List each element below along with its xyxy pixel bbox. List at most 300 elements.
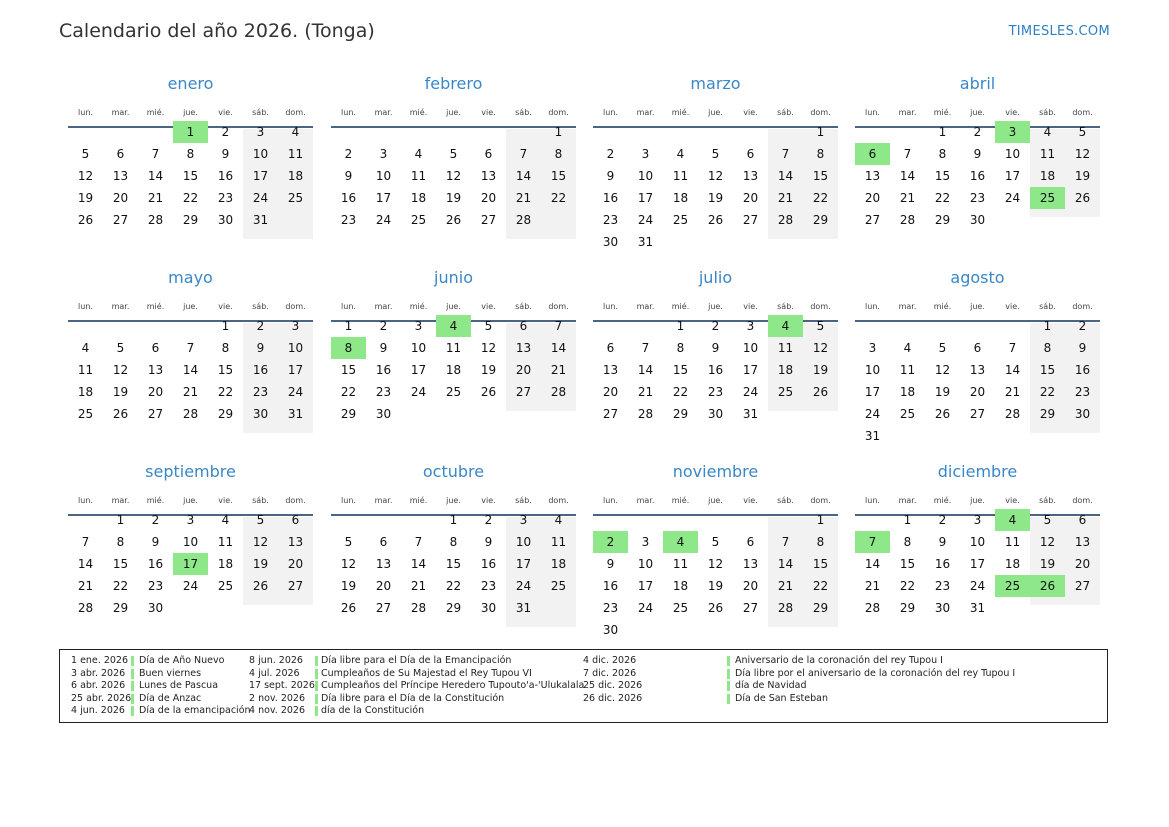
day-cell: 28	[550, 385, 567, 399]
day-cell: 7	[186, 341, 195, 355]
day-cell: 29	[112, 601, 129, 615]
day-cell: 20	[602, 385, 619, 399]
day-cell: 15	[812, 169, 829, 183]
day-cell: 9	[1078, 341, 1087, 355]
weekday-label: lun.	[603, 496, 618, 505]
day-cell: 25	[445, 385, 462, 399]
holiday-day-cell: 4	[768, 315, 803, 337]
holiday-day-cell: 6	[855, 143, 890, 165]
day-cell: 17	[742, 363, 759, 377]
day-cell: 22	[934, 191, 951, 205]
day-cell: 11	[287, 147, 304, 161]
weekday-label: sáb.	[515, 496, 532, 505]
day-cell: 3	[379, 147, 388, 161]
legend-color-marker	[315, 694, 318, 704]
month-marzo	[593, 76, 838, 266]
day-cell: 19	[77, 191, 94, 205]
day-cell: 15	[182, 169, 199, 183]
day-cell: 1	[903, 513, 912, 527]
day-cell: 16	[707, 363, 724, 377]
day-cell: 10	[637, 557, 654, 571]
day-cell: 23	[252, 385, 269, 399]
day-cell: 24	[864, 407, 881, 421]
weekday-label: sáb.	[252, 108, 269, 117]
weekday-label: jue.	[183, 108, 198, 117]
day-cell: 3	[186, 513, 195, 527]
day-cell: 23	[602, 601, 619, 615]
month-name: junio	[434, 268, 473, 287]
day-cell: 3	[414, 319, 423, 333]
day-cell: 10	[864, 363, 881, 377]
day-cell: 3	[641, 535, 650, 549]
day-cell: 5	[344, 535, 353, 549]
legend-color-marker	[315, 669, 318, 679]
day-cell: 7	[554, 319, 563, 333]
day-cell: 27	[742, 213, 759, 227]
day-cell: 12	[1074, 147, 1091, 161]
day-cell: 22	[550, 191, 567, 205]
month-name: agosto	[950, 268, 1005, 287]
day-cell: 4	[903, 341, 912, 355]
weekday-label: lun.	[78, 496, 93, 505]
day-cell: 7	[1008, 341, 1017, 355]
weekday-label: mar.	[898, 108, 917, 117]
legend-holiday-name: día de Navidad	[735, 680, 807, 692]
header-rule	[593, 514, 838, 516]
day-cell: 24	[252, 191, 269, 205]
day-cell: 14	[637, 363, 654, 377]
day-cell: 16	[602, 579, 619, 593]
day-cell: 24	[742, 385, 759, 399]
weekday-label: mié.	[146, 108, 165, 117]
day-cell: 25	[410, 213, 427, 227]
weekday-label: mar.	[111, 496, 130, 505]
weekday-label: mar.	[898, 496, 917, 505]
day-cell: 29	[672, 407, 689, 421]
weekday-label: dom.	[810, 496, 831, 505]
day-cell: 9	[256, 341, 265, 355]
legend-color-marker	[727, 694, 730, 704]
day-cell: 1	[449, 513, 458, 527]
day-cell: 12	[340, 557, 357, 571]
day-cell: 17	[637, 579, 654, 593]
day-cell: 10	[969, 535, 986, 549]
month-octubre	[331, 464, 576, 654]
legend-date: 25 dic. 2026	[583, 680, 643, 692]
day-cell: 17	[1004, 169, 1021, 183]
legend-date: 6 abr. 2026	[71, 680, 126, 692]
day-cell: 19	[707, 579, 724, 593]
day-cell: 6	[379, 535, 388, 549]
day-cell: 12	[707, 557, 724, 571]
day-cell: 5	[81, 147, 90, 161]
day-cell: 30	[480, 601, 497, 615]
day-cell: 17	[969, 557, 986, 571]
weekday-label: lun.	[341, 496, 356, 505]
day-cell: 9	[151, 535, 160, 549]
day-cell: 18	[287, 169, 304, 183]
day-cell: 30	[1074, 407, 1091, 421]
day-cell: 22	[812, 191, 829, 205]
day-cell: 4	[81, 341, 90, 355]
day-cell: 3	[746, 319, 755, 333]
holiday-day-cell: 25	[1030, 187, 1065, 209]
day-cell: 6	[1078, 513, 1087, 527]
month-noviembre	[593, 464, 838, 654]
day-cell: 24	[1004, 191, 1021, 205]
day-cell: 8	[449, 535, 458, 549]
day-cell: 26	[707, 213, 724, 227]
day-cell: 19	[340, 579, 357, 593]
weekday-label: vie.	[481, 496, 496, 505]
weekday-label: dom.	[285, 302, 306, 311]
day-cell: 11	[672, 169, 689, 183]
holiday-day-cell: 4	[663, 531, 698, 553]
weekday-label: vie.	[1005, 302, 1020, 311]
day-cell: 3	[973, 513, 982, 527]
day-cell: 27	[742, 601, 759, 615]
day-cell: 30	[602, 623, 619, 637]
day-cell: 21	[777, 191, 794, 205]
weekday-label: vie.	[218, 496, 233, 505]
weekday-label: dom.	[548, 302, 569, 311]
day-cell: 31	[742, 407, 759, 421]
day-cell: 30	[252, 407, 269, 421]
legend-date: 4 jul. 2026	[249, 667, 300, 679]
legend-color-marker	[315, 681, 318, 691]
weekday-label: mié.	[933, 496, 952, 505]
day-cell: 10	[375, 169, 392, 183]
day-cell: 20	[864, 191, 881, 205]
day-cell: 27	[515, 385, 532, 399]
month-name: noviembre	[672, 462, 759, 481]
legend-holiday-name: Lunes de Pascua	[139, 680, 219, 692]
day-cell: 21	[182, 385, 199, 399]
day-cell: 31	[969, 601, 986, 615]
day-cell: 29	[217, 407, 234, 421]
day-cell: 23	[217, 191, 234, 205]
holiday-day-cell: 8	[331, 337, 366, 359]
day-cell: 28	[410, 601, 427, 615]
day-cell: 16	[375, 363, 392, 377]
day-cell: 30	[969, 213, 986, 227]
day-cell: 23	[934, 579, 951, 593]
day-cell: 26	[340, 601, 357, 615]
day-cell: 12	[445, 169, 462, 183]
holiday-legend	[59, 649, 1108, 723]
legend-holiday-name: día de la Constitución	[321, 705, 425, 717]
weekday-label: sáb.	[1039, 108, 1056, 117]
day-cell: 1	[1043, 319, 1052, 333]
day-cell: 24	[410, 385, 427, 399]
day-cell: 14	[182, 363, 199, 377]
day-cell: 12	[77, 169, 94, 183]
day-cell: 31	[252, 213, 269, 227]
day-cell: 31	[637, 235, 654, 249]
day-cell: 12	[480, 341, 497, 355]
day-cell: 4	[1043, 125, 1052, 139]
day-cell: 14	[864, 557, 881, 571]
day-cell: 2	[1078, 319, 1087, 333]
day-cell: 30	[375, 407, 392, 421]
day-cell: 31	[287, 407, 304, 421]
day-cell: 12	[252, 535, 269, 549]
legend-color-marker	[315, 656, 318, 666]
day-cell: 31	[515, 601, 532, 615]
day-cell: 1	[221, 319, 230, 333]
day-cell: 10	[287, 341, 304, 355]
legend-date: 3 abr. 2026	[71, 667, 126, 679]
holiday-day-cell: 4	[995, 509, 1030, 531]
month-junio	[331, 270, 576, 460]
day-cell: 20	[969, 385, 986, 399]
weekday-label: lun.	[603, 302, 618, 311]
weekday-label: dom.	[548, 496, 569, 505]
day-cell: 2	[344, 147, 353, 161]
weekday-label: lun.	[865, 496, 880, 505]
day-cell: 6	[746, 147, 755, 161]
day-cell: 16	[147, 557, 164, 571]
weekday-label: sáb.	[252, 496, 269, 505]
day-cell: 4	[676, 147, 685, 161]
day-cell: 2	[973, 125, 982, 139]
day-cell: 20	[1074, 557, 1091, 571]
day-cell: 18	[672, 579, 689, 593]
day-cell: 19	[445, 191, 462, 205]
day-cell: 7	[519, 147, 528, 161]
day-cell: 5	[256, 513, 265, 527]
day-cell: 29	[340, 407, 357, 421]
weekday-label: mié.	[671, 108, 690, 117]
month-abril	[855, 76, 1100, 266]
day-cell: 26	[934, 407, 951, 421]
day-cell: 16	[969, 169, 986, 183]
day-cell: 29	[812, 601, 829, 615]
weekday-label: mié.	[409, 496, 428, 505]
day-cell: 16	[1074, 363, 1091, 377]
day-cell: 20	[112, 191, 129, 205]
day-cell: 15	[672, 363, 689, 377]
day-cell: 20	[742, 191, 759, 205]
day-cell: 22	[182, 191, 199, 205]
day-cell: 28	[77, 601, 94, 615]
weekday-label: dom.	[285, 108, 306, 117]
day-cell: 20	[287, 557, 304, 571]
weekday-label: dom.	[810, 108, 831, 117]
weekday-label: jue.	[446, 108, 461, 117]
day-cell: 30	[147, 601, 164, 615]
day-cell: 5	[1078, 125, 1087, 139]
day-cell: 25	[672, 213, 689, 227]
day-cell: 8	[221, 341, 230, 355]
weekday-label: mié.	[146, 302, 165, 311]
day-cell: 14	[410, 557, 427, 571]
day-cell: 14	[77, 557, 94, 571]
day-cell: 13	[1074, 535, 1091, 549]
day-cell: 27	[287, 579, 304, 593]
day-cell: 26	[480, 385, 497, 399]
day-cell: 16	[934, 557, 951, 571]
day-cell: 1	[676, 319, 685, 333]
day-cell: 27	[969, 407, 986, 421]
day-cell: 14	[147, 169, 164, 183]
day-cell: 17	[252, 169, 269, 183]
day-cell: 25	[777, 385, 794, 399]
weekday-label: sáb.	[777, 302, 794, 311]
weekday-label: vie.	[218, 108, 233, 117]
day-cell: 1	[816, 513, 825, 527]
header-rule	[593, 126, 838, 128]
day-cell: 30	[707, 407, 724, 421]
day-cell: 9	[973, 147, 982, 161]
day-cell: 7	[151, 147, 160, 161]
day-cell: 12	[707, 169, 724, 183]
day-cell: 28	[515, 213, 532, 227]
weekday-label: jue.	[183, 302, 198, 311]
day-cell: 17	[515, 557, 532, 571]
month-mayo	[68, 270, 313, 460]
day-cell: 28	[777, 213, 794, 227]
brand-link[interactable]: TIMESLES.COM	[1008, 24, 1110, 39]
day-cell: 3	[641, 147, 650, 161]
weekday-label: dom.	[1072, 302, 1093, 311]
day-cell: 14	[515, 169, 532, 183]
day-cell: 9	[606, 557, 615, 571]
day-cell: 10	[410, 341, 427, 355]
day-cell: 24	[287, 385, 304, 399]
day-cell: 13	[864, 169, 881, 183]
day-cell: 11	[1004, 535, 1021, 549]
day-cell: 24	[515, 579, 532, 593]
weekday-label: lun.	[865, 302, 880, 311]
day-cell: 8	[554, 147, 563, 161]
day-cell: 21	[864, 579, 881, 593]
weekday-label: jue.	[446, 496, 461, 505]
day-cell: 21	[637, 385, 654, 399]
day-cell: 14	[777, 557, 794, 571]
weekday-label: mar.	[636, 302, 655, 311]
day-cell: 23	[602, 213, 619, 227]
weekday-label: mar.	[374, 302, 393, 311]
day-cell: 9	[344, 169, 353, 183]
legend-color-marker	[131, 681, 134, 691]
weekday-label: mar.	[374, 108, 393, 117]
day-cell: 2	[938, 513, 947, 527]
day-cell: 6	[519, 319, 528, 333]
day-cell: 16	[602, 191, 619, 205]
weekday-label: mar.	[636, 496, 655, 505]
day-cell: 18	[217, 557, 234, 571]
day-cell: 13	[480, 169, 497, 183]
legend-color-marker	[727, 669, 730, 679]
legend-holiday-name: Día libre para el Día de la Constitución	[321, 692, 505, 704]
day-cell: 11	[77, 363, 94, 377]
day-cell: 13	[742, 169, 759, 183]
day-cell: 9	[606, 169, 615, 183]
day-cell: 20	[742, 579, 759, 593]
day-cell: 24	[969, 579, 986, 593]
day-cell: 18	[410, 191, 427, 205]
day-cell: 18	[77, 385, 94, 399]
day-cell: 13	[602, 363, 619, 377]
legend-date: 4 nov. 2026	[249, 705, 305, 717]
day-cell: 15	[445, 557, 462, 571]
day-cell: 26	[252, 579, 269, 593]
day-cell: 1	[816, 125, 825, 139]
day-cell: 8	[816, 147, 825, 161]
day-cell: 9	[221, 147, 230, 161]
day-cell: 26	[112, 407, 129, 421]
weekday-label: lun.	[341, 302, 356, 311]
day-cell: 8	[186, 147, 195, 161]
weekday-label: mié.	[146, 496, 165, 505]
day-cell: 19	[1039, 557, 1056, 571]
day-cell: 15	[550, 169, 567, 183]
day-cell: 8	[903, 535, 912, 549]
month-name: mayo	[168, 268, 213, 287]
day-cell: 5	[1043, 513, 1052, 527]
month-name: marzo	[690, 74, 741, 93]
day-cell: 15	[934, 169, 951, 183]
day-cell: 7	[81, 535, 90, 549]
legend-color-marker	[727, 681, 730, 691]
month-septiembre	[68, 464, 313, 654]
day-cell: 1	[938, 125, 947, 139]
weekday-label: sáb.	[1039, 496, 1056, 505]
day-cell: 29	[1039, 407, 1056, 421]
weekday-label: dom.	[285, 496, 306, 505]
legend-color-marker	[131, 669, 134, 679]
day-cell: 5	[816, 319, 825, 333]
weekday-label: lun.	[78, 108, 93, 117]
day-cell: 18	[777, 363, 794, 377]
day-cell: 3	[291, 319, 300, 333]
day-cell: 25	[550, 579, 567, 593]
day-cell: 2	[221, 125, 230, 139]
weekday-label: sáb.	[252, 302, 269, 311]
month-name: abril	[959, 74, 996, 93]
day-cell: 23	[480, 579, 497, 593]
day-cell: 8	[1043, 341, 1052, 355]
day-cell: 7	[414, 535, 423, 549]
day-cell: 2	[711, 319, 720, 333]
day-cell: 14	[550, 341, 567, 355]
day-cell: 8	[938, 147, 947, 161]
legend-holiday-name: Día de San Esteban	[735, 692, 828, 704]
day-cell: 19	[1074, 169, 1091, 183]
legend-holiday-name: Día de Año Nuevo	[139, 655, 225, 666]
day-cell: 15	[112, 557, 129, 571]
day-cell: 12	[1039, 535, 1056, 549]
weekday-label: mar.	[111, 302, 130, 311]
day-cell: 19	[112, 385, 129, 399]
day-cell: 22	[899, 579, 916, 593]
weekday-label: jue.	[970, 108, 985, 117]
weekday-label: mié.	[409, 302, 428, 311]
day-cell: 2	[606, 147, 615, 161]
weekday-label: jue.	[708, 302, 723, 311]
day-cell: 11	[672, 557, 689, 571]
day-cell: 28	[777, 601, 794, 615]
day-cell: 17	[375, 191, 392, 205]
day-cell: 1	[116, 513, 125, 527]
day-cell: 29	[899, 601, 916, 615]
day-cell: 9	[938, 535, 947, 549]
day-cell: 1	[344, 319, 353, 333]
day-cell: 1	[554, 125, 563, 139]
day-cell: 28	[147, 213, 164, 227]
day-cell: 11	[550, 535, 567, 549]
